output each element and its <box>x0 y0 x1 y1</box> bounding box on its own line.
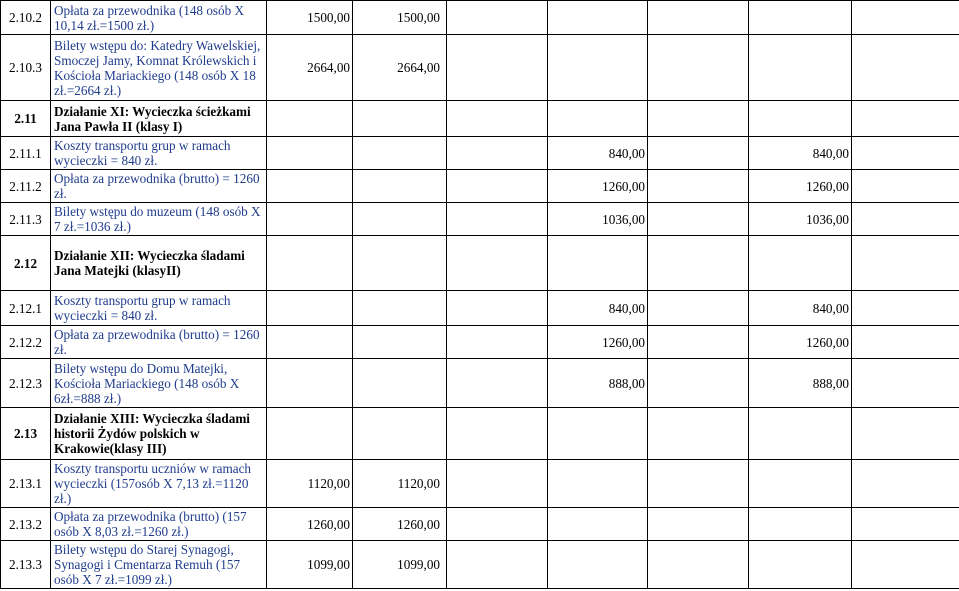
row-number: 2.10.3 <box>1 35 51 101</box>
cell-amount-1: 1500,00 <box>267 1 353 35</box>
cell-amount-4: 888,00 <box>749 359 852 408</box>
cell-amount-4 <box>749 460 852 508</box>
cell-amount-4: 1260,00 <box>749 326 852 359</box>
cell-empty <box>648 326 749 359</box>
cell-empty <box>852 101 959 137</box>
cell-empty <box>852 541 959 589</box>
table-row <box>1 541 959 589</box>
cell-amount-3: 840,00 <box>548 291 648 326</box>
cell-amount-3 <box>548 1 648 35</box>
cell-amount-1 <box>267 359 353 408</box>
row-description: Koszty transportu uczniów w ramach wycieczki (157osób X 7,13 zł.=1120 zł.) <box>51 460 267 508</box>
cell-amount-2: 2664,00 <box>353 35 447 101</box>
table-row <box>1 137 959 170</box>
cell-empty <box>648 203 749 236</box>
cell-amount-3 <box>548 35 648 101</box>
cell-amount-3 <box>548 408 648 460</box>
cell-empty <box>852 170 959 203</box>
cell-amount-2: 1500,00 <box>353 1 447 35</box>
cell-amount-4: 1036,00 <box>749 203 852 236</box>
cell-empty <box>447 203 548 236</box>
row-number: 2.12.1 <box>1 291 51 326</box>
cell-empty <box>447 236 548 291</box>
cell-empty <box>852 508 959 541</box>
row-description: Bilety wstępu do Starej Synagogi, Synagogi i Cmentarza Remuh (157 osób X 7 zł.=1099 zł.) <box>51 541 267 589</box>
cell-amount-2: 1260,00 <box>353 508 447 541</box>
cell-empty <box>447 359 548 408</box>
cell-amount-4 <box>749 236 852 291</box>
table-row <box>1 1 959 35</box>
table-row <box>1 460 959 508</box>
cell-empty <box>852 236 959 291</box>
cell-amount-1 <box>267 203 353 236</box>
table-row <box>1 101 959 137</box>
cell-amount-4: 840,00 <box>749 291 852 326</box>
row-description: Bilety wstępu do Domu Matejki, Kościoła Mariackiego (148 osób X 6zł.=888 zł.) <box>51 359 267 408</box>
row-description: Działanie XIII: Wycieczka śladami historii Żydów polskich w Krakowie(klasy III) <box>51 408 267 460</box>
row-number: 2.11.1 <box>1 137 51 170</box>
row-number: 2.10.2 <box>1 1 51 35</box>
cell-amount-2 <box>353 236 447 291</box>
cell-amount-1: 1120,00 <box>267 460 353 508</box>
table-row <box>1 203 959 236</box>
cell-amount-1 <box>267 236 353 291</box>
cell-empty <box>648 170 749 203</box>
cell-amount-4: 840,00 <box>749 137 852 170</box>
cell-empty <box>852 460 959 508</box>
row-number: 2.12.3 <box>1 359 51 408</box>
row-description: Opłata za przewodnika (brutto) = 1260 zł. <box>51 170 267 203</box>
row-number: 2.12.2 <box>1 326 51 359</box>
cell-amount-4 <box>749 541 852 589</box>
cell-empty <box>852 359 959 408</box>
cell-empty <box>447 326 548 359</box>
cell-amount-1 <box>267 291 353 326</box>
cell-empty <box>447 170 548 203</box>
row-number: 2.11.2 <box>1 170 51 203</box>
cell-amount-3: 888,00 <box>548 359 648 408</box>
cell-amount-1: 1260,00 <box>267 508 353 541</box>
row-number: 2.13 <box>1 408 51 460</box>
table-row <box>1 236 959 291</box>
cell-empty <box>648 460 749 508</box>
cell-empty <box>648 541 749 589</box>
cell-empty <box>447 460 548 508</box>
table-row <box>1 35 959 101</box>
cell-amount-1 <box>267 326 353 359</box>
row-description: Opłata za przewodnika (brutto) = 1260 zł. <box>51 326 267 359</box>
cell-empty <box>852 408 959 460</box>
cell-amount-3 <box>548 236 648 291</box>
cell-empty <box>648 1 749 35</box>
cell-amount-2 <box>353 291 447 326</box>
cell-amount-2 <box>353 203 447 236</box>
row-description: Koszty transportu grup w ramach wycieczki = 840 zł. <box>51 137 267 170</box>
cell-amount-1 <box>267 170 353 203</box>
cell-amount-1 <box>267 137 353 170</box>
row-description: Opłata za przewodnika (148 osób X 10,14 zł.=1500 zł.) <box>51 1 267 35</box>
cell-empty <box>447 291 548 326</box>
cell-empty <box>648 508 749 541</box>
table-row <box>1 359 959 408</box>
table-row <box>1 291 959 326</box>
cell-empty <box>852 1 959 35</box>
cell-amount-2: 1099,00 <box>353 541 447 589</box>
cell-empty <box>648 236 749 291</box>
cell-amount-1 <box>267 101 353 137</box>
cell-empty <box>852 326 959 359</box>
cell-amount-3: 1260,00 <box>548 170 648 203</box>
cell-empty <box>648 137 749 170</box>
cell-empty <box>447 541 548 589</box>
cell-empty <box>852 137 959 170</box>
cell-empty <box>648 359 749 408</box>
cell-amount-3: 840,00 <box>548 137 648 170</box>
cell-amount-3 <box>548 541 648 589</box>
cell-amount-3 <box>548 101 648 137</box>
cell-amount-2: 1120,00 <box>353 460 447 508</box>
cell-amount-3 <box>548 460 648 508</box>
cell-amount-2 <box>353 101 447 137</box>
row-description: Działanie XII: Wycieczka śladami Jana Matejki (klasyII) <box>51 236 267 291</box>
cell-amount-4 <box>749 408 852 460</box>
cell-empty <box>648 291 749 326</box>
row-number: 2.13.3 <box>1 541 51 589</box>
cell-empty <box>852 35 959 101</box>
cell-amount-3 <box>548 508 648 541</box>
cell-empty <box>648 101 749 137</box>
cell-empty <box>447 35 548 101</box>
cell-amount-2 <box>353 170 447 203</box>
table-row <box>1 508 959 541</box>
row-number: 2.13.1 <box>1 460 51 508</box>
row-number: 2.13.2 <box>1 508 51 541</box>
cell-empty <box>447 1 548 35</box>
table-row <box>1 326 959 359</box>
cell-amount-4 <box>749 101 852 137</box>
cell-empty <box>852 291 959 326</box>
row-number: 2.11.3 <box>1 203 51 236</box>
cell-amount-4 <box>749 508 852 541</box>
cell-amount-3: 1260,00 <box>548 326 648 359</box>
cell-amount-1: 1099,00 <box>267 541 353 589</box>
cell-amount-1 <box>267 408 353 460</box>
table-row <box>1 170 959 203</box>
cell-empty <box>447 508 548 541</box>
cell-amount-2 <box>353 137 447 170</box>
cell-amount-4: 1260,00 <box>749 170 852 203</box>
row-number: 2.11 <box>1 101 51 137</box>
cell-amount-1: 2664,00 <box>267 35 353 101</box>
cell-empty <box>447 408 548 460</box>
row-description: Działanie XI: Wycieczka ścieżkami Jana Pawła II (klasy I) <box>51 101 267 137</box>
row-description: Opłata za przewodnika (brutto) (157 osób X 8,03 zł.=1260 zł.) <box>51 508 267 541</box>
cell-empty <box>852 203 959 236</box>
cell-amount-2 <box>353 326 447 359</box>
row-description: Koszty transportu grup w ramach wycieczki = 840 zł. <box>51 291 267 326</box>
cell-amount-4 <box>749 1 852 35</box>
cell-empty <box>648 35 749 101</box>
cell-empty <box>447 101 548 137</box>
row-number: 2.12 <box>1 236 51 291</box>
cell-amount-3: 1036,00 <box>548 203 648 236</box>
cell-empty <box>648 408 749 460</box>
row-description: Bilety wstępu do muzeum (148 osób X 7 zł.=1036 zł.) <box>51 203 267 236</box>
cell-amount-2 <box>353 359 447 408</box>
cell-amount-4 <box>749 35 852 101</box>
table-row <box>1 408 959 460</box>
cell-amount-2 <box>353 408 447 460</box>
row-description: Bilety wstępu do: Katedry Wawelskiej, Smoczej Jamy, Komnat Królewskich i Kościoła Mariackiego (148 osób X 18 zł.=2664 zł.) <box>51 35 267 101</box>
cell-empty <box>447 137 548 170</box>
